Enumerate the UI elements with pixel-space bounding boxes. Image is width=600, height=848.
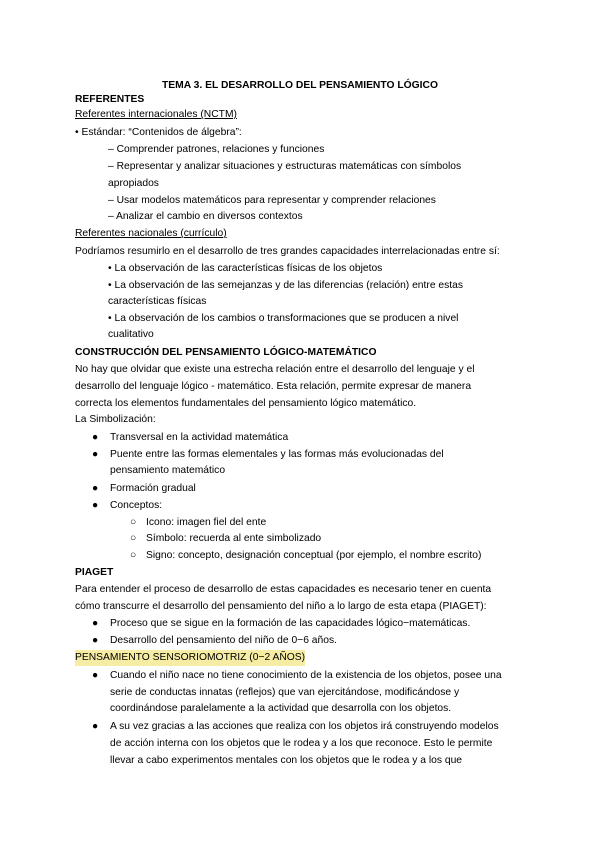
list-item: serie de conductas innatas (reflejos) que van ejercitándose, modificándose y bbox=[110, 687, 460, 698]
bullet-icon: ● bbox=[92, 721, 99, 732]
list-item: de acción interna con los objetos que le rodea y a los que reconoce. Esto le permite bbox=[110, 738, 493, 749]
sensoriomotriz-heading: PENSAMIENTO SENSORIOMOTRIZ (0−2 AÑOS) bbox=[75, 650, 305, 666]
list-item: – Analizar el cambio en diversos contextos bbox=[108, 211, 303, 222]
paragraph-line: correcta los elementos fundamentales del pensamiento lógico matemático. bbox=[75, 398, 417, 409]
list-item: cualitativo bbox=[108, 329, 154, 340]
list-item: Cuando el niño nace no tiene conocimiento de la existencia de los objetos, posee una bbox=[110, 670, 502, 681]
piaget-heading: PIAGET bbox=[75, 567, 114, 578]
list-item: características físicas bbox=[108, 296, 207, 307]
list-item: apropiados bbox=[108, 178, 159, 189]
referentes-nacionales-heading: Referentes nacionales (currículo) bbox=[75, 228, 227, 239]
referentes-heading: REFERENTES bbox=[75, 94, 145, 105]
estandar-line: • Estándar: “Contenidos de álgebra”: bbox=[75, 127, 242, 138]
list-item: – Comprender patrones, relaciones y funciones bbox=[108, 144, 325, 155]
list-item: Conceptos: bbox=[110, 500, 163, 511]
list-item: • La observación de las semejanzas y de las diferencias (relación) entre estas bbox=[108, 280, 464, 291]
simbolizacion-label: La Simbolización: bbox=[75, 414, 156, 425]
list-item: Formación gradual bbox=[110, 483, 196, 494]
list-item: coordinándose paralelamente a la actividad que desarrolla con los objetos. bbox=[110, 703, 452, 714]
list-item: Transversal en la actividad matemática bbox=[110, 432, 289, 443]
paragraph-line: Para entender el proceso de desarrollo de estas capacidades es necesario tener en cuenta bbox=[75, 584, 492, 595]
bullet-icon: ● bbox=[92, 635, 99, 646]
circle-bullet-icon: ○ bbox=[130, 517, 137, 528]
list-item: Puente entre las formas elementales y las formas más evolucionadas del bbox=[110, 449, 444, 460]
bullet-icon: ● bbox=[92, 618, 99, 629]
bullet-icon: ● bbox=[92, 483, 99, 494]
page-title: TEMA 3. EL DESARROLLO DEL PENSAMIENTO LÓGICO bbox=[162, 80, 438, 91]
circle-bullet-icon: ○ bbox=[130, 550, 137, 561]
paragraph-line: cómo transcurre el desarrollo del pensamiento del niño a lo largo de esta etapa (PIAGET): bbox=[75, 601, 487, 612]
bullet-icon: ● bbox=[92, 432, 99, 443]
list-item: • La observación de las características físicas de los objetos bbox=[108, 263, 383, 274]
list-item: Proceso que se sigue en la formación de las capacidades lógico−matemáticas. bbox=[110, 618, 471, 629]
list-item: Icono: imagen fiel del ente bbox=[146, 517, 267, 528]
list-item: • La observación de los cambios o transformaciones que se producen a nivel bbox=[108, 313, 459, 324]
referentes-internacionales-heading: Referentes internacionales (NCTM) bbox=[75, 109, 237, 120]
list-item: Signo: concepto, designación conceptual (por ejemplo, el nombre escrito) bbox=[146, 550, 482, 561]
list-item: A su vez gracias a las acciones que realiza con los objetos irá construyendo modelos bbox=[110, 721, 499, 732]
bullet-icon: ● bbox=[92, 500, 99, 511]
list-item: – Usar modelos matemáticos para representar y comprender relaciones bbox=[108, 195, 436, 206]
list-item: llevar a cabo experimentos mentales con los objetos que le rodea y a los que bbox=[110, 755, 463, 766]
list-item: Desarrollo del pensamiento del niño de 0−6 años. bbox=[110, 635, 337, 646]
paragraph-line: No hay que olvidar que existe una estrecha relación entre el desarrollo del lenguaje y el bbox=[75, 364, 475, 375]
circle-bullet-icon: ○ bbox=[130, 533, 137, 544]
paragraph-line: desarrollo del lenguaje lógico - matemático. Esta relación, permite expresar de manera bbox=[75, 381, 472, 392]
bullet-icon: ● bbox=[92, 670, 99, 681]
nacionales-intro: Podríamos resumirlo en el desarrollo de tres grandes capacidades interrelacionadas entre sí: bbox=[75, 246, 500, 257]
list-item: – Representar y analizar situaciones y estructuras matemáticas con símbolos bbox=[108, 161, 462, 172]
bullet-icon: ● bbox=[92, 449, 99, 460]
list-item: pensamiento matemático bbox=[110, 465, 226, 476]
construccion-heading: CONSTRUCCIÓN DEL PENSAMIENTO LÓGICO-MATEMÁTICO bbox=[75, 347, 377, 358]
list-item: Símbolo: recuerda al ente simbolizado bbox=[146, 533, 322, 544]
